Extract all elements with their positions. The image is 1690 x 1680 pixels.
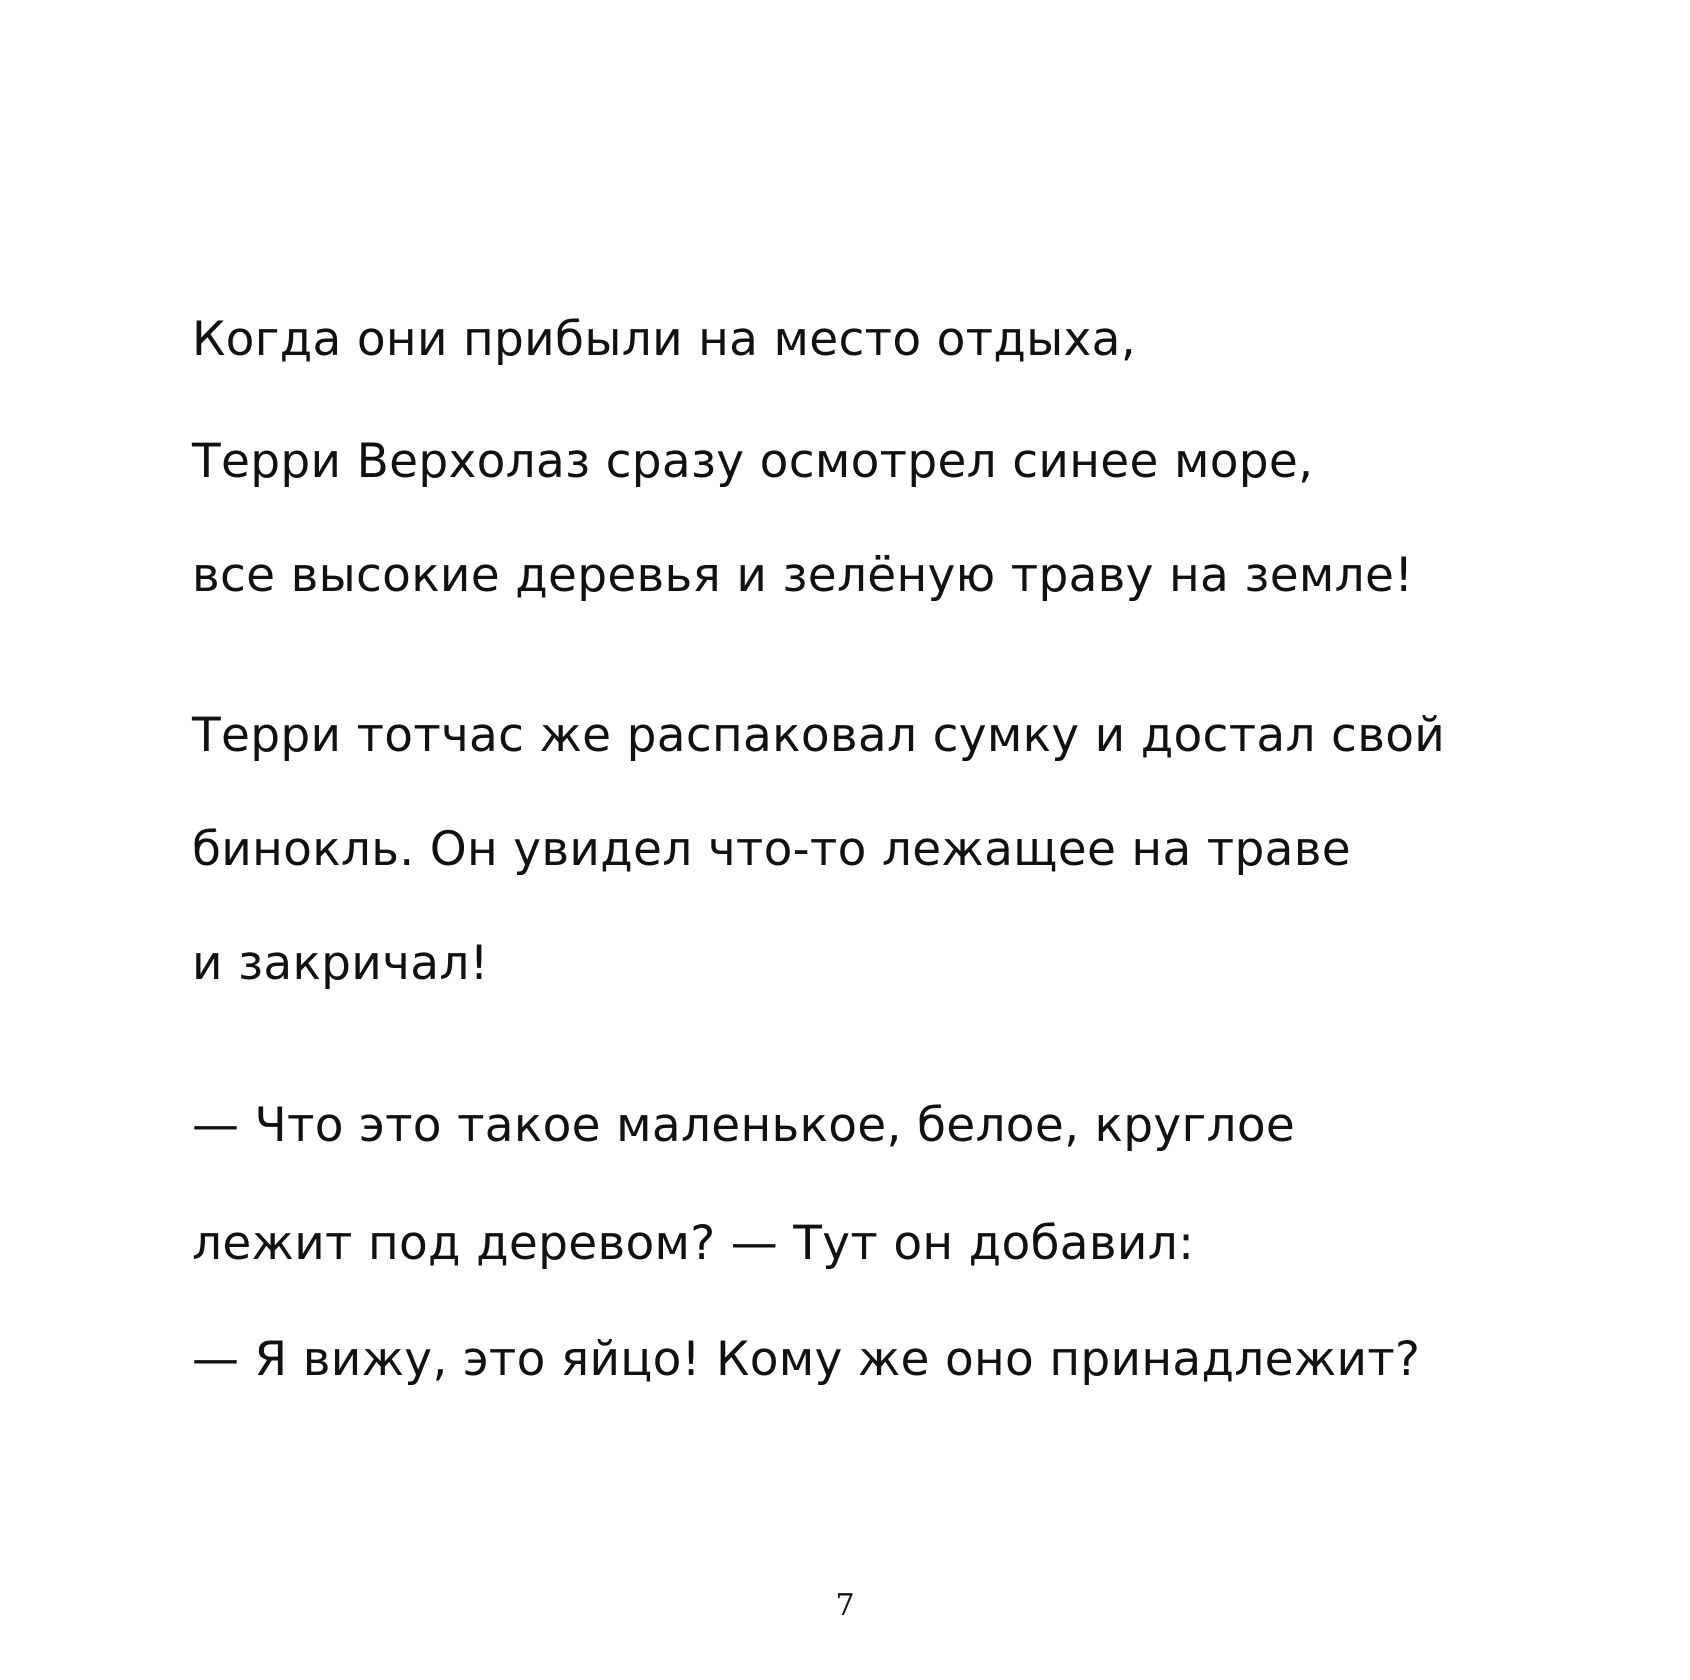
story-line-2-3: и закричал!: [192, 936, 489, 991]
story-line-2-1: Терри тотчас же распаковал сумку и достал свой: [192, 708, 1446, 763]
story-line-3-3: — Я вижу, это яйцо! Кому же оно принадлежит?: [192, 1332, 1421, 1387]
page-number: 7: [835, 1588, 855, 1623]
story-line-1-1: Когда они прибыли на место отдыха,: [192, 312, 1137, 367]
story-line-2-2: бинокль. Он увидел что-то лежащее на траве: [192, 822, 1351, 877]
story-line-1-2: Терри Верхолаз сразу осмотрел синее море,: [192, 434, 1314, 489]
story-line-3-2: лежит под деревом? — Тут он добавил:: [192, 1216, 1195, 1271]
story-line-3-1: — Что это такое маленькое, белое, круглое: [192, 1098, 1296, 1153]
story-line-1-3: все высокие деревья и зелёную траву на земле!: [192, 548, 1414, 603]
